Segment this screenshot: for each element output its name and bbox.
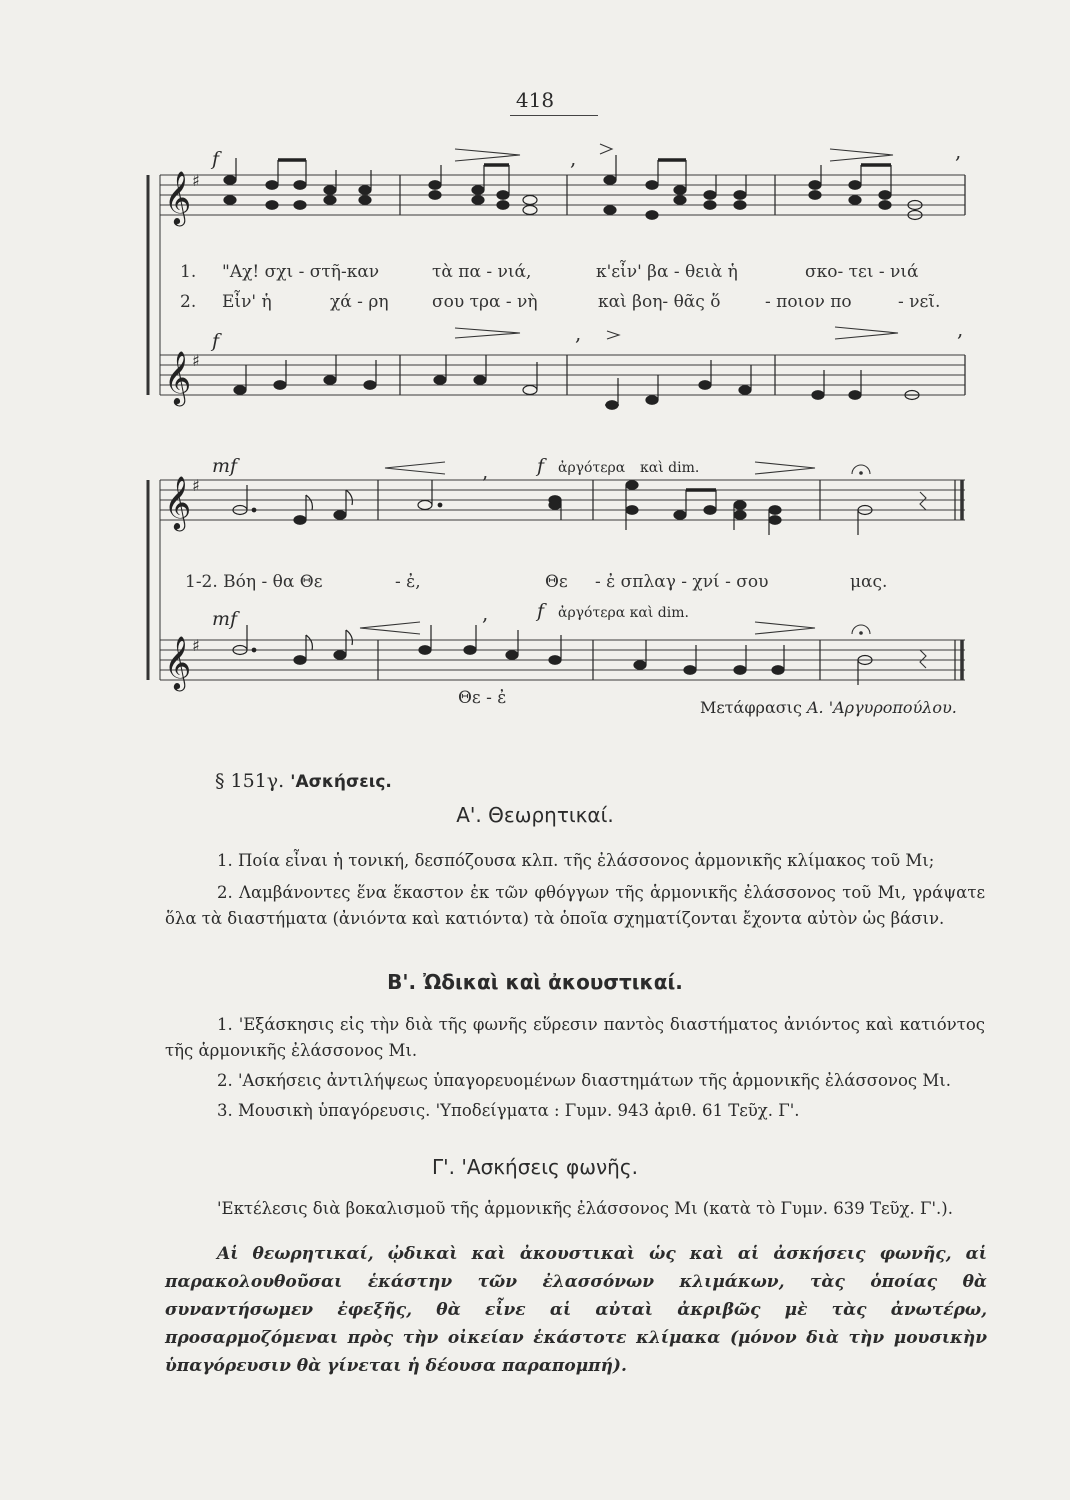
svg-text:𝄞: 𝄞: [164, 635, 192, 689]
svg-text:𝄞: 𝄞: [164, 475, 192, 529]
lyric-2-part-3: σου τρα - νὴ: [432, 292, 538, 312]
lyric-1-part-1: "Αχ! σχι - στῆ-καν: [222, 262, 380, 282]
lyric-piano-line: Θε - ἐ: [458, 688, 507, 708]
section-heading: [215, 770, 392, 792]
lyric-2-part-6: - νεῖ.: [898, 292, 941, 312]
system-brackets: [148, 175, 160, 680]
svg-text:,: ,: [482, 601, 489, 625]
dynamic-forte-voice-2: f: [537, 455, 545, 477]
svg-text:,: ,: [955, 139, 962, 163]
dynamic-forte-piano-2: f: [537, 600, 545, 622]
lyric-refrain-part-5: μας.: [850, 572, 888, 592]
notes-system2-voice: [233, 480, 872, 535]
dim-marking-voice: καὶ dim.: [640, 460, 700, 476]
part-a-item-1: 1. Ποία εἶναι ἡ τονική, δεσπόζουσα κλπ. τῆς ἐλάσσονος ἁρμονικῆς κλίμακος τοῦ Μι;: [217, 851, 935, 870]
lyric-2-part-2: χά - ρη: [330, 292, 389, 312]
part-c-heading: Γ'. 'Ασκήσεις φωνῆς.: [432, 1155, 638, 1179]
part-b-heading: Β'. Ὠδικαὶ καὶ ἀκουστικαί.: [387, 970, 683, 994]
music-score: [0, 0, 1070, 720]
page-number: 418: [515, 88, 555, 112]
svg-text:♯: ♯: [192, 636, 200, 655]
lyric-2-verse-number: 2.: [180, 292, 197, 312]
credit-name: Α. 'Αργυροπούλου.: [807, 698, 957, 717]
lyric-1-verse-number: 1.: [180, 262, 197, 282]
section-title: 'Ασκήσεις.: [290, 772, 392, 792]
notes-system2-piano: [233, 625, 872, 685]
translation-credit: [700, 698, 957, 717]
lyric-refrain-part-2: - ἐ,: [395, 572, 421, 592]
lyric-1-part-3: κ'εἶν' βα - θειὰ ἡ: [596, 262, 738, 282]
svg-text:𝄞: 𝄞: [164, 350, 192, 404]
svg-text:𝄞: 𝄞: [164, 170, 192, 224]
lyric-2-part-1: Εἶν' ἡ: [222, 292, 272, 312]
clefs: [164, 170, 200, 691]
lyric-2-part-4: καὶ βοη- θᾶς ὅ: [598, 292, 721, 312]
dynamic-forte-piano-1: f: [212, 330, 220, 352]
svg-text:,: ,: [570, 146, 577, 170]
notes-system1-piano: [234, 355, 919, 409]
lyric-1-part-4: σκο- τει - νιά: [805, 262, 919, 282]
part-b-item-1: 1. 'Εξάσκησις εἰς τὴν διὰ τῆς φωνῆς εὕρεσιν παντὸς διαστήματος ἀνιόντος καὶ κατιόντος τῆς ἁρμονικῆς ἐλάσσονος Μι.: [165, 1015, 985, 1060]
svg-text:♯: ♯: [192, 171, 200, 190]
staff-system1-voice: [160, 175, 965, 215]
part-a-heading: Α'. Θεωρητικαί.: [456, 803, 614, 827]
part-b-item-3: 3. Μουσικὴ ὑπαγόρευσις. 'Υποδείγματα : Γυμν. 943 ἀριθ. 61 Τεῦχ. Γ'.: [217, 1101, 800, 1120]
dynamic-mf-voice-2: mf: [212, 455, 238, 477]
dynamic-forte-voice-1: f: [212, 148, 220, 170]
part-c-item-1: 'Εκτέλεσις διὰ βοκαλισμοῦ τῆς ἁρμονικῆς ἐλάσσονος Μι (κατὰ τὸ Γυμν. 639 Τεῦχ. Γ'.).: [217, 1199, 953, 1218]
fermata-dots: [859, 471, 863, 635]
part-b-item-2: 2. 'Ασκήσεις ἀντιλήψεως ὑπαγορευομένων διαστημάτων τῆς ἁρμονικῆς ἐλάσσονος Μι.: [217, 1071, 951, 1090]
dynamic-mf-piano-2: mf: [212, 608, 238, 630]
part-a-item-2: 2. Λαμβάνοντες ἕνα ἕκαστον ἐκ τῶν φθόγγων τῆς ἁρμονικῆς ἐλάσσονος τοῦ Μι, γράψατε ὅλα τὰ διαστήματα (ἀνιόντα καὶ κατιόντα) τὰ ὁποῖα σχηματίζονται ἔχοντα αὐτὸν ὡς βάσιν.: [165, 883, 985, 928]
svg-text:♯: ♯: [192, 351, 200, 370]
credit-prefix: Μετάφρασις: [700, 698, 802, 717]
tempo-marking-voice: ἀργότερα: [558, 460, 626, 476]
lyric-1-part-2: τὰ πα - νιά,: [432, 262, 532, 282]
section-number: § 151γ.: [215, 770, 285, 792]
lyric-2-part-5: - ποιον πο: [765, 292, 852, 312]
svg-text:♯: ♯: [192, 476, 200, 495]
lyric-refrain-part-1: 1-2. Βόη - θα Θε: [185, 572, 323, 592]
staff-system2-voice: [160, 480, 965, 520]
tempo-marking-piano: ἀργότερα καὶ dim.: [558, 605, 689, 621]
svg-text:,: ,: [957, 317, 964, 341]
svg-text:,: ,: [482, 459, 489, 483]
closing-note: Αἱ θεωρητικαί, ᾠδικαὶ καὶ ἀκουστικαὶ ὡς καὶ αἱ ἀσκήσεις φωνῆς, αἱ παρακολουθοῦσαι ἑκάστην τῶν ἐλασσόνων κλιμάκων, τὰς ὁποίας θὰ συναντήσωμεν ἐφεξῆς, θὰ εἶνε αἱ αὐταὶ ἀκριβῶς μὲ τὰς ἀνωτέρω, προσαρμοζόμεναι πρὸς τὴν οἰκείαν ἑκάστοτε κλίμακα (μόνον διὰ τὴν μουσικὴν ὑπαγόρευσιν θὰ γίνεται ἡ δέουσα παραπομπή).: [165, 1244, 987, 1376]
lyric-refrain-part-3: Θε: [545, 572, 568, 592]
lyric-refrain-part-4: - ἐ σπλαγ - χνί - σου: [595, 572, 769, 592]
svg-text:,: ,: [575, 321, 582, 345]
staff-system2-piano: [160, 640, 965, 680]
breath-marks: [482, 139, 963, 625]
